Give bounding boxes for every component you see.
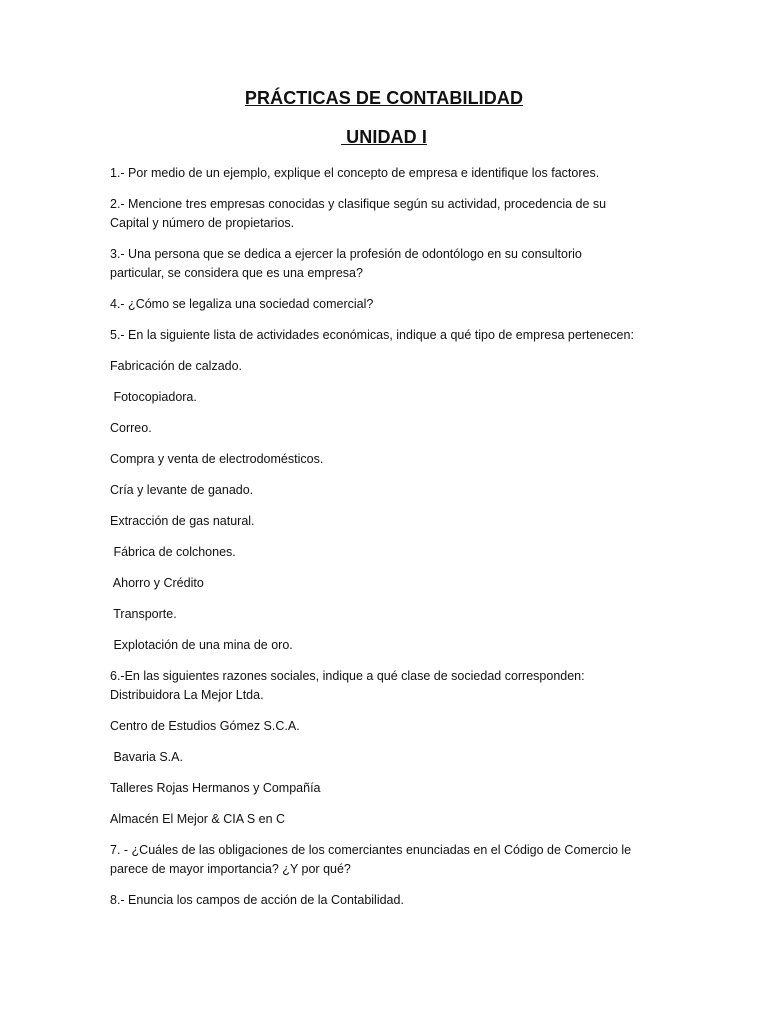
question-7-line-2: parece de mayor importancia? ¿Y por qué? bbox=[110, 862, 351, 876]
question-1: 1.- Por medio de un ejemplo, explique el concepto de empresa e identifique los factores. bbox=[110, 166, 600, 180]
company-name-item: Distribuidora La Mejor Ltda. bbox=[110, 688, 264, 702]
company-name-item: Centro de Estudios Gómez S.C.A. bbox=[110, 719, 300, 733]
activity-item: Correo. bbox=[110, 421, 152, 435]
company-name-item: Bavaria S.A. bbox=[110, 750, 183, 764]
question-3-line-2: particular, se considera que es una empresa? bbox=[110, 266, 363, 280]
question-5: 5.- En la siguiente lista de actividades económicas, indique a qué tipo de empresa pertenecen: bbox=[110, 328, 634, 342]
question-6: 6.-En las siguientes razones sociales, indique a qué clase de sociedad corresponden: bbox=[110, 669, 585, 683]
activity-item: Fotocopiadora. bbox=[110, 390, 197, 404]
company-name-item: Talleres Rojas Hermanos y Compañía bbox=[110, 781, 321, 795]
question-2-line-1: 2.- Mencione tres empresas conocidas y clasifique según su actividad, procedencia de su bbox=[110, 197, 607, 211]
document-title: PRÁCTICAS DE CONTABILIDAD bbox=[244, 88, 524, 108]
activity-item: Fabricación de calzado. bbox=[110, 359, 243, 373]
activity-item: Extracción de gas natural. bbox=[110, 514, 255, 528]
question-7-line-1: 7. - ¿Cuáles de las obligaciones de los comerciantes enunciadas en el Código de Comercio le bbox=[110, 843, 632, 857]
activity-item: Ahorro y Crédito bbox=[110, 576, 204, 590]
activity-item: Transporte. bbox=[110, 607, 177, 621]
activity-item: Cría y levante de ganado. bbox=[110, 483, 254, 497]
company-name-item: Almacén El Mejor & CIA S en C bbox=[110, 812, 286, 826]
activity-item: Explotación de una mina de oro. bbox=[110, 638, 293, 652]
question-2-line-2: Capital y número de propietarios. bbox=[110, 216, 295, 230]
activity-item: Compra y venta de electrodomésticos. bbox=[110, 452, 324, 466]
question-3-line-1: 3.- Una persona que se dedica a ejercer la profesión de odontólogo en su consultorio bbox=[110, 247, 582, 261]
question-4: 4.- ¿Cómo se legaliza una sociedad comercial? bbox=[110, 297, 374, 311]
document-subtitle: UNIDAD I bbox=[341, 127, 427, 147]
question-8: 8.- Enuncia los campos de acción de la Contabilidad. bbox=[110, 893, 404, 907]
activity-item: Fábrica de colchones. bbox=[110, 545, 236, 559]
